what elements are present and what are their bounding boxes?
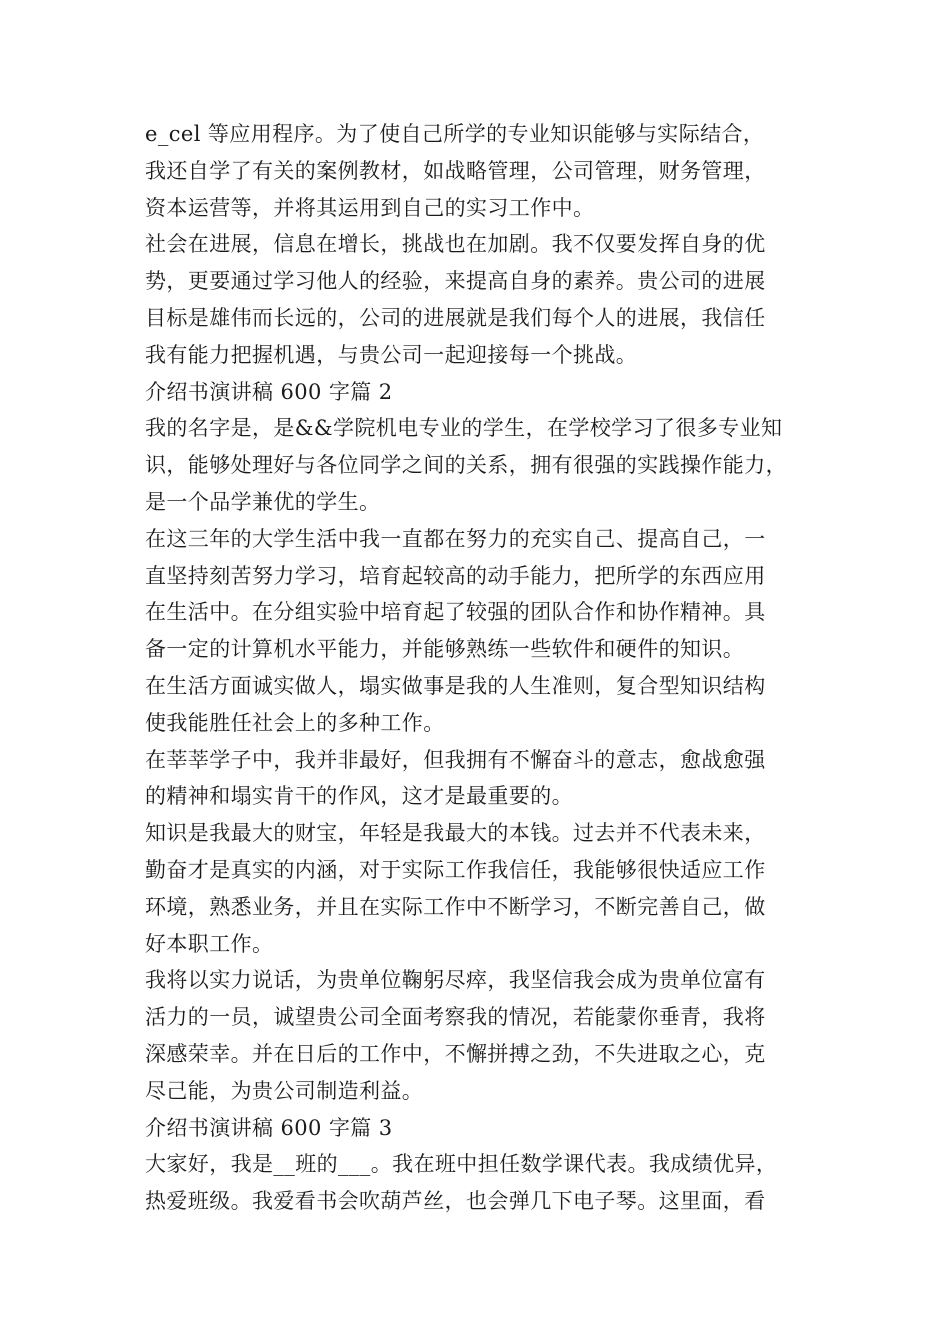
paragraph-line: 在莘莘学子中，我并非最好，但我拥有不懈奋斗的意志，愈战愈强 [145,747,766,772]
paragraph-line: 备一定的计算机水平能力，并能够熟练一些软件和硬件的知识。 [145,637,745,662]
paragraph-line: 深感荣幸。并在日后的工作中，不懈拼搏之劲，不失进取之心，克 [145,1041,766,1066]
paragraph [145,116,825,226]
paragraph-line: 势，更要通过学习他人的经验，来提高自身的素养。贵公司的进展 [145,269,766,294]
paragraph-line: 在生活方面诚实做人，塌实做事是我的人生准则，复合型知识结构 [145,673,766,698]
paragraph-line: 我将以实力说话，为贵单位鞠躬尽瘁，我坚信我会成为贵单位富有 [145,968,766,993]
paragraph-line: 大家好，我是__班的___。我在班中担任数学课代表。我成绩优异， [145,1152,778,1177]
paragraph [145,962,825,1109]
document-body [145,116,825,1220]
paragraph-line: 好本职工作。 [145,931,274,956]
paragraph [145,521,825,668]
paragraph-line: 在生活中。在分组实验中培育起了较强的团队合作和协作精神。具 [145,600,766,625]
heading-text: 介绍书演讲稿 600 字篇 2 [145,379,393,404]
paragraph-line: 直坚持刻苦努力学习，培育起较高的动手能力，把所学的东西应用 [145,563,766,588]
paragraph [145,742,825,816]
paragraph-line: 识，能够处理好与各位同学之间的关系，拥有很强的实践操作能力， [145,453,787,478]
paragraph [145,815,825,962]
paragraph-line: 在这三年的大学生活中我一直都在努力的充实自己、提高自己，一 [145,526,766,551]
heading-text: 介绍书演讲稿 600 字篇 3 [145,1115,393,1140]
paragraph-line: 社会在进展，信息在增长，挑战也在加剧。我不仅要发挥自身的优 [145,232,766,257]
paragraph-line: 资本运营等，并将其运用到自己的实习工作中。 [145,195,595,220]
paragraph-line: 目标是雄伟而长远的，公司的进展就是我们每个人的进展，我信任 [145,305,766,330]
section-heading [145,374,825,411]
paragraph-line: 我的名字是，是&&学院机电专业的学生，在学校学习了很多专业知 [145,416,783,441]
paragraph-line: 活力的一员，诚望贵公司全面考察我的情况，若能蒙你垂青，我将 [145,1005,766,1030]
paragraph [145,668,825,742]
paragraph-line: 我还自学了有关的案例教材，如战略管理，公司管理，财务管理， [145,158,766,183]
paragraph-line: e_cel 等应用程序。为了使自己所学的专业知识能够与实际结合， [145,122,765,146]
paragraph-line: 知识是我最大的财宝，年轻是我最大的本钱。过去并不代表未来， [145,821,766,846]
paragraph-line: 环境，熟悉业务，并且在实际工作中不断学习，不断完善自己，做 [145,894,766,919]
paragraph-line: 是一个品学兼优的学生。 [145,489,381,514]
paragraph-line: 勤奋才是真实的内涵，对于实际工作我信任，我能够很快适应工作 [145,857,766,882]
paragraph [145,226,825,373]
paragraph [145,1146,825,1220]
paragraph-line: 我有能力把握机遇，与贵公司一起迎接每一个挑战。 [145,342,638,367]
section-heading [145,1110,825,1147]
paragraph-line: 使我能胜任社会上的多种工作。 [145,710,445,735]
paragraph-line: 的精神和塌实肯干的作风，这才是最重要的。 [145,784,573,809]
paragraph-line: 尽己能，为贵公司制造利益。 [145,1078,424,1103]
paragraph [145,410,825,520]
paragraph-line: 热爱班级。我爱看书会吹葫芦丝，也会弹几下电子琴。这里面，看 [145,1189,766,1214]
